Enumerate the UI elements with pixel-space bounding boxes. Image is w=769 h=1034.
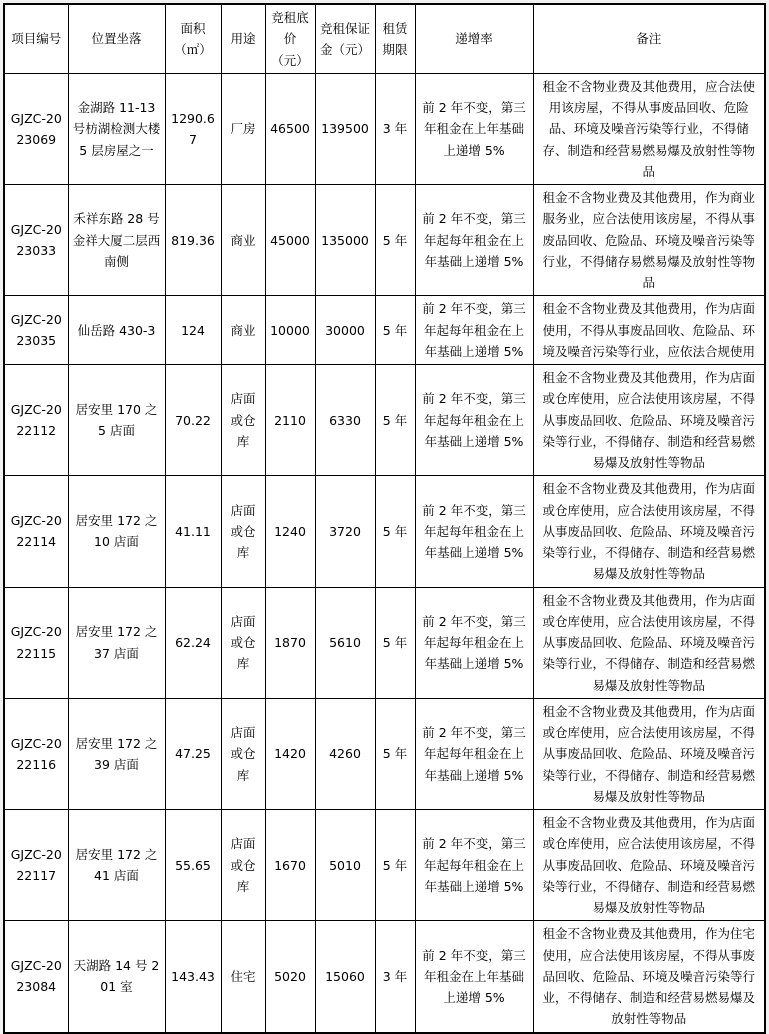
cell-project-id: GJZC-2023084 bbox=[4, 921, 68, 1033]
cell-lease-term: 5 年 bbox=[375, 587, 415, 698]
table-row bbox=[4, 73, 765, 184]
cell-lease-term: 5 年 bbox=[375, 698, 415, 809]
cell-remarks: 租金不含物业费及其他费用，作为店面或仓库使用，应合法使用该房屋，不得从事废品回收、危险品、环境及噪音污染等行业，不得储存、制造和经营易燃易爆及放射性等物品 bbox=[533, 476, 765, 587]
col-header-location: 位置坐落 bbox=[68, 4, 165, 73]
cell-increase-rate: 前 2 年不变，第三年租金在上年基础上递增 5% bbox=[415, 73, 533, 184]
cell-area: 819.36 bbox=[165, 185, 221, 296]
col-header-deposit: 竞租保证金（元） bbox=[315, 4, 375, 73]
cell-area: 70.22 bbox=[165, 365, 221, 476]
cell-increase-rate: 前 2 年不变，第三年起每年租金在上年基础上递增 5% bbox=[415, 296, 533, 365]
cell-remarks: 租金不含物业费及其他费用，应合法使用该房屋，不得从事废品回收、危险品、环境及噪音污染等行业，不得储存、制造和经营易燃易爆及放射性等物品 bbox=[533, 73, 765, 184]
cell-location: 金湖路 11-13 号枋湖检测大楼 5 层房屋之一 bbox=[68, 73, 165, 184]
col-header-base-price: 竞租底价（元） bbox=[265, 4, 315, 73]
col-header-increase-rate: 递增率 bbox=[415, 4, 533, 73]
cell-area: 47.25 bbox=[165, 698, 221, 809]
table-row bbox=[4, 365, 765, 476]
cell-location: 居安里 170 之 5 店面 bbox=[68, 365, 165, 476]
cell-increase-rate: 前 2 年不变，第三年起每年租金在上年基础上递增 5% bbox=[415, 698, 533, 809]
cell-project-id: GJZC-2022112 bbox=[4, 365, 68, 476]
cell-deposit: 6330 bbox=[315, 365, 375, 476]
cell-project-id: GJZC-2022114 bbox=[4, 476, 68, 587]
cell-location: 天湖路 14 号 201 室 bbox=[68, 921, 165, 1033]
cell-area: 41.11 bbox=[165, 476, 221, 587]
table-row bbox=[4, 810, 765, 921]
cell-remarks: 租金不含物业费及其他费用，作为店面或仓库使用，应合法使用该房屋，不得从事废品回收、危险品、环境及噪音污染等行业，不得储存、制造和经营易燃易爆及放射性等物品 bbox=[533, 365, 765, 476]
cell-base-price: 45000 bbox=[265, 185, 315, 296]
cell-base-price: 46500 bbox=[265, 73, 315, 184]
cell-remarks: 租金不含物业费及其他费用，作为店面或仓库使用，应合法使用该房屋，不得从事废品回收、危险品、环境及噪音污染等行业，不得储存、制造和经营易燃易爆及放射性等物品 bbox=[533, 587, 765, 698]
cell-deposit: 5010 bbox=[315, 810, 375, 921]
cell-base-price: 10000 bbox=[265, 296, 315, 365]
col-header-area: 面积（㎡） bbox=[165, 4, 221, 73]
cell-increase-rate: 前 2 年不变，第三年租金在上年基础上递增 5% bbox=[415, 921, 533, 1033]
cell-remarks: 租金不含物业费及其他费用，作为商业服务业，应合法使用该房屋，不得从事废品回收、危险品、环境及噪音污染等行业，不得储存易燃易爆及放射性等物品 bbox=[533, 185, 765, 296]
cell-usage: 商业 bbox=[221, 185, 265, 296]
cell-project-id: GJZC-2023035 bbox=[4, 296, 68, 365]
header-row bbox=[4, 4, 765, 73]
table-row bbox=[4, 185, 765, 296]
cell-remarks: 租金不含物业费及其他费用，作为店面或仓库使用，应合法使用该房屋，不得从事废品回收、危险品、环境及噪音污染等行业，不得储存、制造和经营易燃易爆及放射性等物品 bbox=[533, 810, 765, 921]
cell-location: 居安里 172 之 41 店面 bbox=[68, 810, 165, 921]
cell-increase-rate: 前 2 年不变，第三年起每年租金在上年基础上递增 5% bbox=[415, 810, 533, 921]
cell-location: 禾祥东路 28 号金祥大厦二层西南侧 bbox=[68, 185, 165, 296]
cell-project-id: GJZC-2023069 bbox=[4, 73, 68, 184]
cell-deposit: 3720 bbox=[315, 476, 375, 587]
cell-remarks: 租金不含物业费及其他费用，作为店面使用，不得从事废品回收、危险品、环境及噪音污染等行业，应依法合规使用 bbox=[533, 296, 765, 365]
table-row bbox=[4, 921, 765, 1033]
cell-base-price: 1420 bbox=[265, 698, 315, 809]
cell-location: 居安里 172 之 39 店面 bbox=[68, 698, 165, 809]
cell-area: 55.65 bbox=[165, 810, 221, 921]
cell-usage: 店面或仓库 bbox=[221, 587, 265, 698]
cell-base-price: 1670 bbox=[265, 810, 315, 921]
cell-lease-term: 3 年 bbox=[375, 921, 415, 1033]
cell-lease-term: 5 年 bbox=[375, 365, 415, 476]
cell-usage: 住宅 bbox=[221, 921, 265, 1033]
cell-usage: 店面或仓库 bbox=[221, 365, 265, 476]
cell-remarks: 租金不含物业费及其他费用，作为住宅使用，应合法使用该房屋，不得从事废品回收、危险品、环境及噪音污染等行业，不得储存、制造和经营易燃易爆及放射性等物品 bbox=[533, 921, 765, 1033]
cell-deposit: 30000 bbox=[315, 296, 375, 365]
cell-lease-term: 5 年 bbox=[375, 296, 415, 365]
cell-base-price: 2110 bbox=[265, 365, 315, 476]
cell-area: 143.43 bbox=[165, 921, 221, 1033]
cell-increase-rate: 前 2 年不变，第三年起每年租金在上年基础上递增 5% bbox=[415, 587, 533, 698]
cell-increase-rate: 前 2 年不变，第三年起每年租金在上年基础上递增 5% bbox=[415, 185, 533, 296]
col-header-remarks: 备注 bbox=[533, 4, 765, 73]
cell-location: 居安里 172 之 37 店面 bbox=[68, 587, 165, 698]
cell-usage: 店面或仓库 bbox=[221, 810, 265, 921]
cell-usage: 店面或仓库 bbox=[221, 698, 265, 809]
rental-listing-table bbox=[3, 3, 766, 1034]
table-row bbox=[4, 698, 765, 809]
cell-area: 1290.67 bbox=[165, 73, 221, 184]
cell-base-price: 5020 bbox=[265, 921, 315, 1033]
cell-increase-rate: 前 2 年不变，第三年起每年租金在上年基础上递增 5% bbox=[415, 365, 533, 476]
cell-usage: 店面或仓库 bbox=[221, 476, 265, 587]
cell-usage: 商业 bbox=[221, 296, 265, 365]
cell-remarks: 租金不含物业费及其他费用，作为店面或仓库使用，应合法使用该房屋，不得从事废品回收、危险品、环境及噪音污染等行业，不得储存、制造和经营易燃易爆及放射性等物品 bbox=[533, 698, 765, 809]
cell-lease-term: 5 年 bbox=[375, 476, 415, 587]
table-row bbox=[4, 587, 765, 698]
cell-deposit: 15060 bbox=[315, 921, 375, 1033]
cell-project-id: GJZC-2022116 bbox=[4, 698, 68, 809]
table-row bbox=[4, 296, 765, 365]
cell-location: 仙岳路 430-3 bbox=[68, 296, 165, 365]
cell-deposit: 135000 bbox=[315, 185, 375, 296]
cell-area: 124 bbox=[165, 296, 221, 365]
table-row bbox=[4, 476, 765, 587]
cell-project-id: GJZC-2022115 bbox=[4, 587, 68, 698]
cell-project-id: GJZC-2023033 bbox=[4, 185, 68, 296]
cell-base-price: 1870 bbox=[265, 587, 315, 698]
col-header-project-id: 项目编号 bbox=[4, 4, 68, 73]
cell-lease-term: 5 年 bbox=[375, 810, 415, 921]
table-body bbox=[4, 73, 765, 1032]
cell-lease-term: 3 年 bbox=[375, 73, 415, 184]
cell-deposit: 5610 bbox=[315, 587, 375, 698]
cell-base-price: 1240 bbox=[265, 476, 315, 587]
cell-deposit: 139500 bbox=[315, 73, 375, 184]
cell-location: 居安里 172 之 10 店面 bbox=[68, 476, 165, 587]
col-header-usage: 用途 bbox=[221, 4, 265, 73]
cell-usage: 厂房 bbox=[221, 73, 265, 184]
cell-area: 62.24 bbox=[165, 587, 221, 698]
cell-lease-term: 5 年 bbox=[375, 185, 415, 296]
cell-deposit: 4260 bbox=[315, 698, 375, 809]
cell-increase-rate: 前 2 年不变，第三年起每年租金在上年基础上递增 5% bbox=[415, 476, 533, 587]
cell-project-id: GJZC-2022117 bbox=[4, 810, 68, 921]
col-header-lease-term: 租赁期限 bbox=[375, 4, 415, 73]
